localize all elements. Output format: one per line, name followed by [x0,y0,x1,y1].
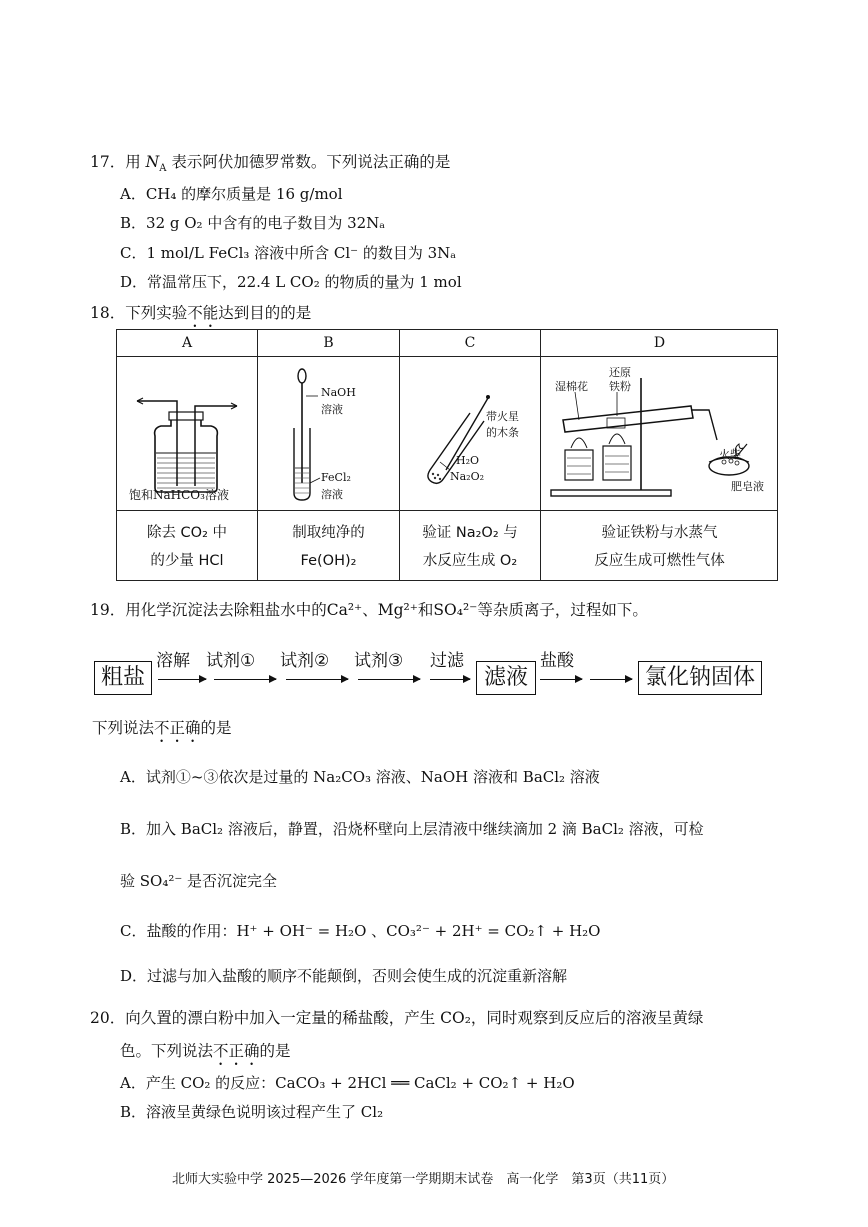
figure-a-gas-washing-bottle [117,358,257,511]
flow-arrow-3 [286,679,348,680]
figure-b-dropper-test-tube [258,358,399,511]
q19-option-c: C．盐酸的作用：H⁺ + OH⁻ = H₂O 、CO₃²⁻ + 2H⁺ = CO₂↑ + H₂O [120,922,601,940]
figure-d-label-iron-powder: 铁粉 [609,380,631,393]
table-caption-c: 验证 Na₂O₂ 与 水反应生成 O₂ [422,525,518,569]
flow-step-reagent-3: 试剂③ [354,651,404,671]
q19-stem: 19．用化学沉淀法去除粗盐水中的Ca²⁺、Mg²⁺和SO₄²⁻等杂质离子，过程如下。 [90,601,648,619]
q18-stem: 18．下列实验不能达到目的的是 [90,304,312,322]
flow-step-filter: 过滤 [430,651,464,671]
flow-box-filtrate: 滤液 [476,661,536,695]
figure-b-label-fecl2: FeCl₂ [321,471,351,484]
q19-option-a: A．试剂①~③依次是过量的 Na₂CO₃ 溶液、NaOH 溶液和 BaCl₂ 溶液 [120,768,600,786]
figure-d-label-match: 火柴 [719,448,741,461]
flow-arrow-6 [540,679,582,680]
q20-option-b: B．溶液呈黄绿色说明该过程产生了 Cl₂ [120,1103,384,1121]
figure-c-label-splint2: 的木条 [486,426,519,439]
flow-box-nacl-solid: 氯化钠固体 [638,661,762,695]
table-caption-b: 制取纯净的 Fe(OH)₂ [292,525,365,569]
q17-option-c: C．1 mol/L FeCl₃ 溶液中所含 Cl⁻ 的数目为 3Nₐ [120,244,457,262]
q17-option-d: D．常温常压下，22.4 L CO₂ 的物质的量为 1 mol [120,273,462,291]
figure-b-label-naoh: NaOH [321,386,356,399]
figure-c-label-na2o2: Na₂O₂ [450,470,485,483]
table-caption-a: 除去 CO₂ 中 的少量 HCl [146,525,228,569]
figure-d-label-reduced: 还原 [609,366,631,379]
page-footer: 北师大实验中学 2025—2026 学年度第一学期期末试卷 高一化学 第3页（共11页） [172,1172,675,1187]
figure-a-label: 饱和NaHCO₃溶液 [129,488,229,502]
flow-arrow-1 [158,679,206,680]
q17-option-b: B．32 g O₂ 中含有的电子数目为 32Nₐ [120,214,386,232]
q17-option-a: A．CH₄ 的摩尔质量是 16 g/mol [120,185,343,203]
table-header-c: C [464,335,476,351]
flow-arrow-5 [430,679,470,680]
flow-arrow-7 [590,679,632,680]
figure-d-iron-steam-apparatus [541,358,778,511]
flow-step-hcl: 盐酸 [540,651,574,671]
q19-option-b-line2: 验 SO₄²⁻ 是否沉淀完全 [120,872,278,890]
figure-b-label-solution1: 溶液 [321,403,343,416]
figure-b-label-solution2: 溶液 [321,488,343,501]
q20-stem-line2: 色。下列说法不正确的是 [120,1042,291,1060]
flow-arrow-2 [214,679,276,680]
flow-arrow-4 [358,679,420,680]
table-header-d: D [653,335,666,351]
figure-d-label-soap-solution: 肥皂液 [731,480,764,493]
figure-d-label-wet-cotton: 湿棉花 [555,380,588,393]
q17-stem: 17．用 $N_A$ 表示阿伏加德罗常数。下列说法正确的是 [90,153,451,175]
q19-subquestion: 下列说法不正确的是 [92,719,232,737]
flow-box-crude-salt: 粗盐 [94,661,152,695]
flow-step-reagent-1: 试剂① [206,651,256,671]
flow-step-reagent-2: 试剂② [280,651,330,671]
table-header-b: B [323,335,334,351]
q18-table [116,329,778,581]
figure-c-label-splint1: 带火星 [486,410,519,423]
flow-step-dissolve: 溶解 [156,651,190,671]
q19-option-b-line1: B．加入 BaCl₂ 溶液后，静置，沿烧杯壁向上层清液中继续滴加 2 滴 BaCl₂ 溶液，可检 [120,820,704,838]
q20-option-a: A．产生 CO₂ 的反应：CaCO₃ + 2HCl ══ CaCl₂ + CO₂↑ + H₂O [120,1074,575,1092]
q19-option-d: D．过滤与加入盐酸的顺序不能颠倒，否则会使生成的沉淀重新溶解 [120,967,568,985]
figure-c-tilted-test-tube [400,358,540,511]
figure-c-label-water: H₂O [456,454,480,467]
table-caption-d: 验证铁粉与水蒸气 反应生成可燃性气体 [594,525,725,569]
q20-stem-line1: 20．向久置的漂白粉中加入一定量的稀盐酸，产生 CO₂，同时观察到反应后的溶液呈黄绿 [90,1009,704,1027]
table-header-a: A [181,335,193,351]
